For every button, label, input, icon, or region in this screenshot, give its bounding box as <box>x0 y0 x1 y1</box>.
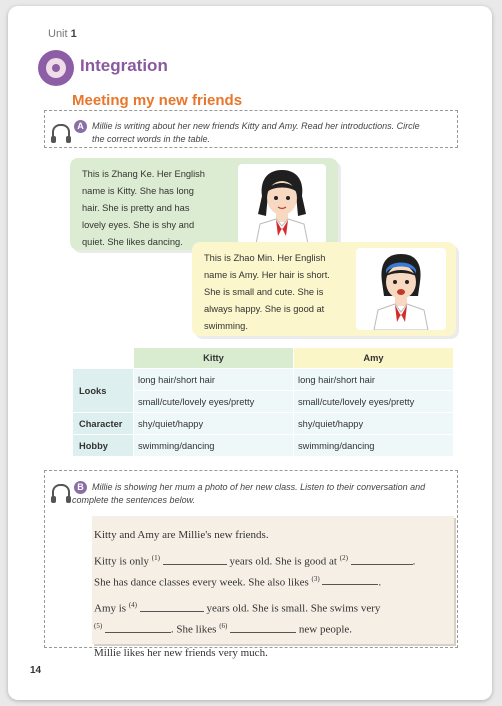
table-cell[interactable]: long hair/short hair <box>134 369 294 391</box>
part-b-instructions: Millie is showing her mum a photo of her new class. Listen to their conversation and <box>92 482 426 492</box>
row-header-hobby: Hobby <box>73 435 134 457</box>
amy-intro-card <box>192 242 456 336</box>
part-b-label: B <box>74 481 87 494</box>
column-header-kitty: Kitty <box>134 348 294 369</box>
amy-intro-text: This is Zhao Min. Her English name is Amy. Her hair is short. She is small and cute. She is always happy. She is good at swimming. <box>204 253 330 331</box>
blank-5[interactable] <box>105 621 171 633</box>
page-title: Meeting my new friends <box>72 92 243 109</box>
section-heading: Integration <box>80 56 168 75</box>
page-number: 14 <box>30 665 42 676</box>
part-b-instructions-cont: complete the sentences below. <box>72 495 196 505</box>
part-a-instructions: Millie is writing about her new friends Kitty and Amy. Read her introductions. Circle the correct words in the table. <box>92 121 420 144</box>
blank-2[interactable] <box>351 553 413 565</box>
kitty-portrait <box>238 164 326 244</box>
table-cell[interactable]: small/cute/lovely eyes/pretty <box>134 391 294 413</box>
table-cell[interactable]: shy/quiet/happy <box>294 413 454 435</box>
table-cell[interactable]: swimming/dancing <box>134 435 294 457</box>
amy-portrait <box>356 248 446 330</box>
headphones-icon <box>52 124 70 138</box>
blank-4[interactable] <box>140 600 204 612</box>
headphones-icon <box>52 484 70 498</box>
blank-3[interactable] <box>322 573 378 585</box>
kitty-intro-card <box>70 158 338 250</box>
column-header-amy: Amy <box>294 348 454 369</box>
unit-label: Unit 1 <box>48 28 77 40</box>
table-corner-cell <box>73 348 134 369</box>
sentences-text: Kitty and Amy are Millie's new friends. Kitty is only $^{(1)}$ years old. She is good at $^{(2)}$ . She has dance classes every week. She also likes $^{(3)}$ . Amy is $^{(4)}$ years old. She is small. She swims very $^{(5)}$ . She likes $^{(6)}$ new people. Millie likes her new friends very much. <box>94 529 416 659</box>
circle-words-table <box>72 347 454 457</box>
table-cell[interactable]: swimming/dancing <box>294 435 454 457</box>
row-header-looks: Looks <box>73 369 134 413</box>
part-a-label: A <box>74 120 87 133</box>
row-header-character: Character <box>73 413 134 435</box>
integration-icon <box>38 50 74 86</box>
blank-1[interactable] <box>163 553 227 565</box>
table-cell[interactable]: shy/quiet/happy <box>134 413 294 435</box>
table-cell[interactable]: long hair/short hair <box>294 369 454 391</box>
table-cell[interactable]: small/cute/lovely eyes/pretty <box>294 391 454 413</box>
blank-6[interactable] <box>230 621 296 633</box>
kitty-intro-text: This is Zhang Ke. Her English name is Kitty. She has long hair. She is pretty and has lovely eyes. She is shy and quiet. She likes dancing. <box>82 169 205 247</box>
